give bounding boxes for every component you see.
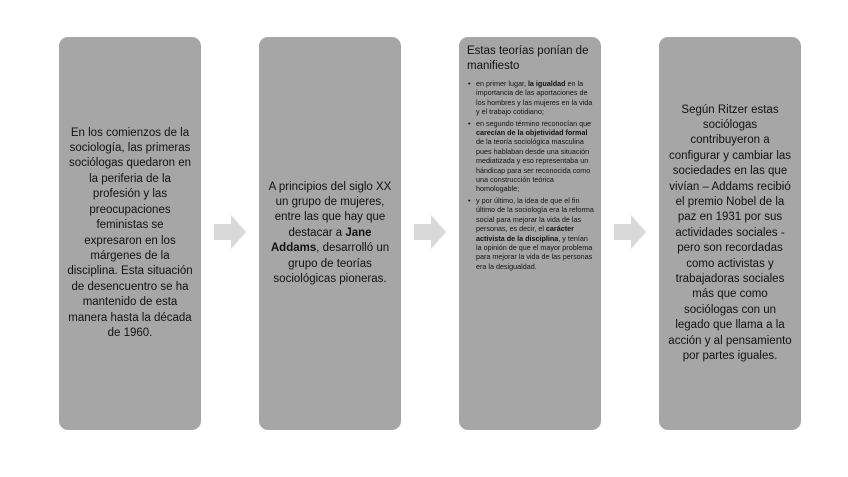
box-2-text-after: , desarrolló un grupo de teorías sociológicas pioneras.	[273, 242, 390, 286]
box-3-bullet-3	[467, 196, 595, 271]
bullet-3-pre: y por último, la idea de que el fin último de la sociología era la reforma social para mejorar la vida de las personas, es decir, el	[476, 195, 594, 234]
box-3-bullet-list	[467, 79, 595, 271]
bullet-3-post: , y tenían la opinión de que el mayor problema para mejorar la vida de las personas era la desigualdad.	[476, 233, 593, 271]
box-3-bullet-2	[467, 119, 595, 194]
bullet-3-bold: carácter activista de la disciplina	[476, 224, 574, 243]
box-3-title: Estas teorías ponían de manifiesto	[467, 45, 589, 72]
process-box-2	[259, 37, 401, 430]
bullet-2-bold: carecían de la objetividad formal	[476, 128, 588, 138]
right-arrow-icon	[414, 215, 446, 249]
box-2-highlight: Jane Addams	[270, 226, 372, 255]
box-3-bullet-1	[467, 79, 595, 117]
bullet-2-pre: en segundo término reconocían que	[476, 118, 592, 128]
bullet-1-bold: la igualdad	[527, 79, 566, 88]
box-2-text-before: A principios del siglo XX un grupo de mujeres, entre las que hay que destacar a	[268, 180, 392, 239]
box-1-text: En los comienzos de la sociología, las primeras sociólogas quedaron en la periferia de la profesión y las preocupaciones feministas se expresaron en los márgenes de la disciplina. Esta situación de desencuentro se ha mantenido de esta manera hasta la década de 1960.	[67, 126, 193, 339]
right-arrow-icon	[614, 215, 646, 249]
process-box-4	[659, 37, 801, 430]
process-box-3	[459, 37, 601, 430]
box-4-text: Según Ritzer estas sociólogas contribuyeron a configurar y cambiar las sociedades en las que vivían – Addams recibió el premio Nobel de la paz en 1931 por sus actividades sociales - pero son recordadas como activistas y trabajadoras sociales más que como sociólogas con un legado que llama a la acción y al pensamiento por partes iguales.	[668, 103, 792, 363]
right-arrow-icon	[214, 215, 246, 249]
process-box-1	[59, 37, 201, 430]
box-2-text	[267, 180, 393, 288]
bullet-1-post: en la importancia de las aportaciones de los hombres y las mujeres en la vida y el trabajo cotidiano;	[476, 79, 593, 117]
bullet-1-pre: en primer lugar,	[476, 79, 528, 88]
bullet-2-post: de la teoría sociológica masculina pues hablaban desde una situación mediatizada y eso representaba un hándicap para ser reconocida como una construcción teórica homologable;	[476, 137, 591, 194]
